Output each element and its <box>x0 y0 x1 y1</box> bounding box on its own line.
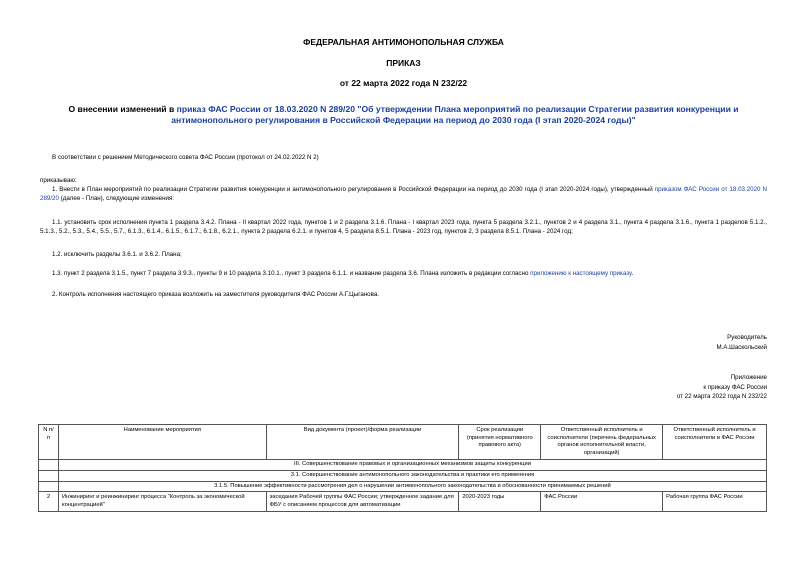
item-1-paragraph <box>40 185 767 203</box>
table-header-row <box>39 425 767 460</box>
order-word: приказываю: <box>40 177 77 184</box>
table-row <box>39 492 767 512</box>
section-3-1-title: 3.1. Совершенствование антимонопольного законодательства и практики его применения <box>58 470 766 481</box>
header-term: Срок реализации (принятия нормативного правового акта) <box>459 425 541 460</box>
appendix-ref: к приказу ФАС России <box>703 383 767 391</box>
title-prefix: О внесении изменений в <box>68 104 177 114</box>
item-1-3-tail: . <box>631 270 634 277</box>
row-document-type: заседания Рабочей группы ФАС России; утвержденное задание для ФБУ с описанием процессов для автоматизации <box>266 492 459 512</box>
signature-position: Руководитель <box>727 334 767 341</box>
document-title <box>40 104 767 126</box>
header-document-type: Вид документа (проект)/форма реализации <box>266 425 459 460</box>
item-1-tail: (далее - План), следующие изменения: <box>58 195 175 203</box>
signature-block <box>716 333 767 352</box>
table-section-row <box>39 470 767 481</box>
item-1-order-link[interactable]: приказом ФАС России от 18.03.2020 N 289/20 <box>40 186 767 203</box>
row-event-name: Инжиниринг и реинжиниринг процесса "Контроль за экономической концентрацией" <box>58 492 266 512</box>
basis-paragraph: В соответствии с решением Методического совета ФАС России (протокол от 24.02.2022 N 2) <box>52 154 319 161</box>
agency-name: ФЕДЕРАЛЬНАЯ АНТИМОНОПОЛЬНАЯ СЛУЖБА <box>303 37 504 47</box>
document-date-number: от 22 марта 2022 года N 232/22 <box>339 78 468 88</box>
row-number: 2 <box>39 492 59 512</box>
section-3-title: III. Совершенствование правовых и организационных механизмов защиты конкуренции <box>58 460 766 471</box>
table-section-row <box>39 460 767 471</box>
item-1-text: 1. Внести в План мероприятий по реализации Стратегии развития конкуренции и антимонопольного регулирования в Российской Федерации на период до 2030 года (I этап 2020-2024 годы), утвержденный <box>52 186 655 193</box>
table-section-row <box>39 481 767 492</box>
header-number: N п/п <box>39 425 59 460</box>
appendix-date-number: от 22 марта 2022 года N 232/22 <box>676 393 767 400</box>
row-term: 2020-2023 годы <box>459 492 541 512</box>
item-2-paragraph: 2. Контроль исполнения настоящего приказа возложить на заместителя руководителя ФАС России А.Г.Цыганова. <box>52 291 379 298</box>
appendix-link[interactable]: приложению к настоящему приказу <box>530 270 632 277</box>
appendix-block <box>677 373 767 402</box>
title-order-link[interactable]: приказ ФАС России от 18.03.2020 N 289/20 "Об утверждении Плана мероприятий по реализации Стратегии развития конкуренции и антимонопольного регулирования в Российской Федерации на период до 2030 года (I этап 2020-2024 годы)" <box>171 104 739 125</box>
plan-table <box>38 424 767 512</box>
header-responsible-fas: Ответственный исполнитель и соисполнители в ФАС России <box>663 425 767 460</box>
appendix-label: Приложение <box>730 374 767 381</box>
section-3-1-5-title: 3.1.5. Повышение эффективности рассмотрения дел о нарушении антимонопольного законодательства и обоснованности принимаемых решений <box>58 481 766 492</box>
item-1-1-paragraph: 1.1. установить срок исполнения пункта 1 раздела 3.4.2. Плана - II квартал 2022 года, пунктов 1 и 2 раздела 3.1.6. Плана - I квартал 2023 года, пункта 5 раздела 3.2.1., пунктов 2 и 4 раздела 3.1., пункта 4 раздела 3.1.6., пункта 1 разделов 5.1.2., 5.1.3., 5.2., 5.3., 5.4., 5.5., 5.7., 6.1.3., 6.1.4., 6.1.5., 6.1.7., 6.1.8., 6.2.1., пункта 2 раздела 6.2.1. и пунктов 4, 5 раздела 8.5.1. Плана - 2023 год, пунктов 2, 3 раздела 8.5.1. Плана - 2024 год; <box>40 219 767 236</box>
signature-name: М.А.Шаскольский <box>716 343 767 351</box>
row-responsible-fas: Рабочая группа ФАС России <box>663 492 767 512</box>
item-1-2-paragraph: 1.2. исключить разделы 3.6.1. и 3.6.2. Плана; <box>52 251 182 258</box>
row-responsible: ФАС России <box>541 492 663 512</box>
item-1-3-paragraph <box>52 269 767 278</box>
header-event-name: Наименование мероприятия <box>58 425 266 460</box>
document-type: ПРИКАЗ <box>386 58 421 68</box>
header-responsible: Ответственный исполнитель и соисполнители (перечень федеральных органов исполнительной власти, организаций) <box>541 425 663 460</box>
item-1-3-text: 1.3. пункт 2 раздела 3.1.5., пункт 7 раздела 3.9.3., пункты 9 и 10 раздела 3.10.1., пункт 3 раздела 6.1.1. и название раздела 3.6. Плана изложить в редакции согласно <box>52 270 531 277</box>
